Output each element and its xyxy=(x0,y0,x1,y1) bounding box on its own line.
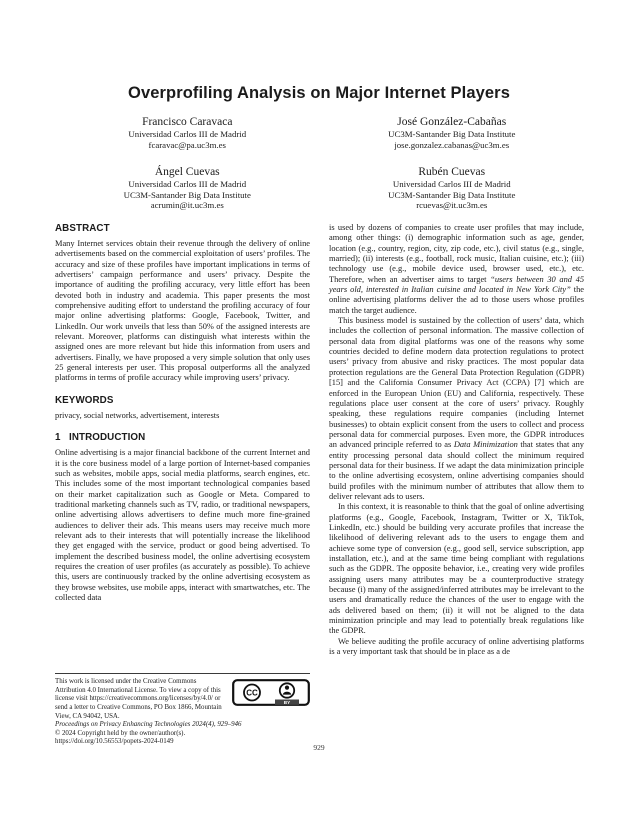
page-number: 929 xyxy=(313,743,325,752)
section-number: 1 xyxy=(55,432,61,444)
paragraph-text: is used by dozens of companies to create user profiles that may include, among other things: (i) demographic information such as age, gender, location (e.g., country, region, city, zip code, etc.), civil status (e.g., single, married); (ii) interests (e.g., football, rock music, Italian cuisine, etc.); (iii) technology use (e.g., mobile device used, browser used, etc.), etc. Therefore, when an advertiser aims to target xyxy=(329,223,584,284)
doi-link[interactable]: https://doi.org/10.56553/popets-2024-0149 xyxy=(55,738,174,746)
author-affiliation: UC3M-Santander Big Data Institute xyxy=(388,189,516,200)
abstract-text: Many Internet services obtain their revenue through the delivery of online advertisements based on the commercial exploitation of users’ profiles. The accuracy and size of these profiles have important implications in terms of advertisers’ campaign performance and users’ privacy. Despite the importance of auditing the profiling accuracy, very little effort has been devoted both in industry and academia. This paper presents the most comprehensive auditing effort to understand the profiling accuracy of four major online advertising platforms: Google, Facebook, Twitter, and LinkedIn. Our work unveils that less than 50% of the assigned interests are relevant. Moreover, platforms can distinguish what interests within the assigned ones are more relevant but hide this information from users and advertisers. Finally, we have proposed a very simple solution that only uses 25 general interests per user. This proposal outperforms all the analyzed platforms in terms of profile accuracy while improving users’ privacy. xyxy=(55,239,310,383)
author-affiliation: Universidad Carlos III de Madrid xyxy=(128,129,247,139)
author-name: Rubén Cuevas xyxy=(418,166,486,178)
author-name: José González-Cabañas xyxy=(397,116,507,128)
author-name: Ángel Cuevas xyxy=(154,166,220,178)
intro-paragraph: Online advertising is a major financial backbone of the current Internet and it is the core business model of a large portion of Internet-based companies such as websites, mobile apps, social media platforms, search engines, etc. This includes some of the most important technological companies based on their market capitalization such as Google or Meta. Compared to traditional marketing channels such as TV, radio, or traditional newspapers, online advertising allows advertisers to define much more fine-grained audiences to deliver their ads. This means users may receive much more relevant ads to their interests that will potentially increase the likelihood they get engaged with the service, product or good being advertised. To implement the described business model, the online advertising ecosystem requires the creation of user profiles (as accurately as possible). To achieve this, users are continuously tracked by the online advertising ecosystem as they browse websites, use mobile apps, interact with smartwatches, etc. The collected data xyxy=(55,448,310,602)
author-block xyxy=(55,116,584,211)
svg-text:BY: BY xyxy=(283,700,291,706)
paragraph-text: that states that any entity processing personal data should collect the minimum required personal data for their business. If we adapt the data minimization principle to the online advertising ecosystem, online advertising companies should build profiles with the minimum number of attributes that allow them to deliver relevant ads to users. xyxy=(329,440,584,501)
author-affiliation: Universidad Carlos III de Madrid xyxy=(128,179,247,189)
right-column xyxy=(329,223,584,747)
body-paragraph: We believe auditing the profile accuracy of online advertising platforms is a very important task that should be in place as a de xyxy=(329,636,584,657)
author-email[interactable]: jose.gonzalez.cabanas@uc3m.es xyxy=(394,139,510,150)
author-3 xyxy=(55,166,320,211)
author-email[interactable]: fcaravac@pa.uc3m.es xyxy=(148,139,226,150)
proceedings-citation: Proceedings on Privacy Enhancing Technologies 2024(4), 929–946 xyxy=(55,721,242,729)
cc-by-badge xyxy=(232,679,310,706)
author-1 xyxy=(55,116,320,150)
author-affiliation: UC3M-Santander Big Data Institute xyxy=(123,189,251,200)
section-title: INTRODUCTION xyxy=(69,432,146,444)
body-paragraph: In this context, it is reasonable to think that the goal of online advertising platforms (e.g., Google, Facebook, Instagram, Twitter or X, TikTok, LinkedIn, etc.) should be building very accurate profiles that increase the likelihood of delivering relevant ads to the users to engage them and achieve some type of conversion (e.g., good sell, service subscription, app installation, etc.), and at the same time being compliant with regulations such as the GDPR. The opposite behavior, i.e., creating very wide profiles assigning users many attributes may be a counterproductive strategy because (i) many of the assigned/inferred attributes may be irrelevant to the users and dramatically reduce the chances of the user to engage with the ads delivered based on them; (ii) it will not be aligned to the data minimization principle and may lead to potentially break regulations like the GDPR. xyxy=(329,502,584,636)
paragraph-text: the online advertising platforms deliver the ad to those users whose profiles match the target audience. xyxy=(329,285,584,315)
italic-term: Data Minimization xyxy=(453,440,518,450)
two-column-body xyxy=(55,223,584,747)
svg-text:CC: CC xyxy=(246,688,258,698)
section-heading-introduction xyxy=(55,432,310,444)
author-email[interactable]: acrumin@it.uc3m.es xyxy=(150,200,224,210)
paragraph-text: This business model is sustained by the collection of users’ data, which includes the collection of personal information. The massive collection of personal data from digital platforms was one of the reasons why some countries decided to define modern data protection regulations to protect users’ privacy from abusive and risky practices. The most popular data protection regulations are the General Data Protection Regulation (GDPR) [15] and the California Consumer Privacy Act (CCPA) [7] which are enforced in the European Union (EU) and California, respectively. These regulations place user consent at the core of users’ privacy. Roughly speaking, these regulations require companies (including Internet businesses) to obtain explicit consent from the users to collect and process personal data for commercial purposes. Even more, the GDPR introduces an advanced principle referred to as xyxy=(329,316,584,450)
left-column xyxy=(55,223,310,747)
body-paragraph xyxy=(329,223,584,316)
body-paragraph xyxy=(329,316,584,502)
author-4 xyxy=(320,166,585,211)
section-heading-abstract: ABSTRACT xyxy=(55,223,110,234)
section-heading-keywords: KEYWORDS xyxy=(55,394,114,406)
author-2 xyxy=(320,116,585,150)
page-title: Overprofiling Analysis on Major Internet Players xyxy=(128,84,510,102)
keywords-text: privacy, social networks, advertisement, interests xyxy=(55,410,220,420)
copyright-line: © 2024 Copyright held by the owner/author(s). xyxy=(55,729,186,737)
license-text: This work is licensed under the Creative Commons Attribution 4.0 International License. To view a copy of this license visit xyxy=(55,678,221,703)
author-email[interactable]: rcuevas@it.uc3m.es xyxy=(416,200,488,210)
license-text: or send a letter to Creative Commons, PO Box 1866, Mountain View, CA 94042, USA. xyxy=(55,695,222,720)
license-url[interactable]: https://creativecommons.org/licenses/by/4.0/ xyxy=(89,695,213,703)
italic-quote: “users between 30 and 45 years old, interested in Italian cuisine and located in New York City” xyxy=(329,274,585,295)
author-name: Francisco Caravaca xyxy=(142,116,233,128)
author-affiliation: UC3M-Santander Big Data Institute xyxy=(388,129,516,139)
license-block xyxy=(55,673,310,747)
author-affiliation: Universidad Carlos III de Madrid xyxy=(392,179,511,189)
